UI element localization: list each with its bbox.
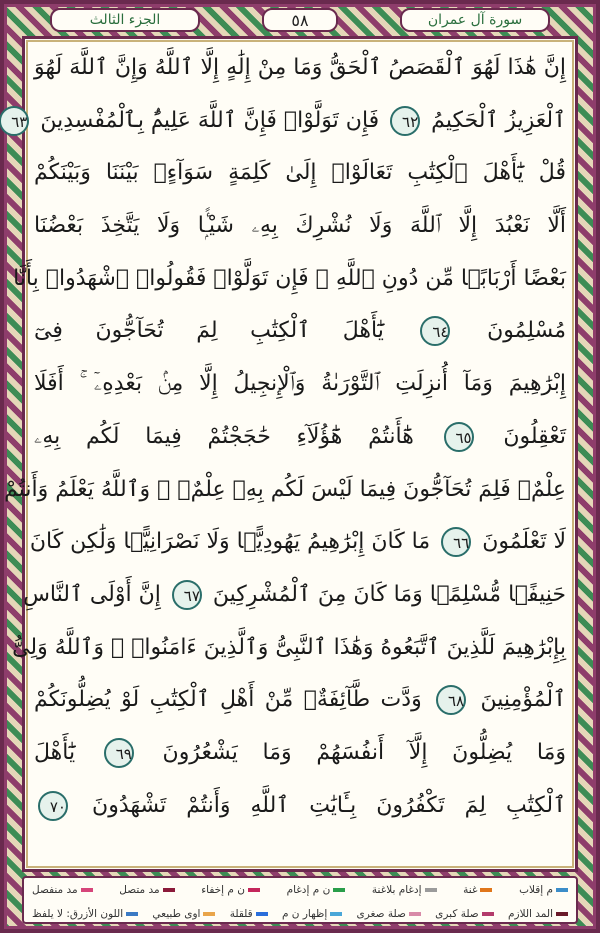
verse-text: مُسْلِمُونَ — [487, 318, 566, 344]
legend-item: إدغام بلاغنة — [372, 884, 437, 896]
verse-text: قُلْ يَٰٓأَهْلَ ٱلْكِتَٰبِ تَعَالَوْا۟ إِلَىٰ كَلِمَةٍ سَوَآءٍۭ بَيْنَنَا وَبَيْنَكُمْ — [34, 160, 566, 186]
verse-line — [34, 727, 566, 780]
verse-text: حَنِيفًۭا مُّسْلِمًۭا وَمَا كَانَ مِنَ ٱلْمُشْرِكِينَ — [212, 581, 566, 607]
verse-text: تَعْقِلُونَ — [503, 423, 566, 449]
verse-line — [34, 780, 566, 833]
verse-text: إِبْرَٰهِيمَ وَمَآ أُنزِلَتِ ٱلتَّوْرَىٰةُ وَٱلْإِنجِيلُ إِلَّا مِنۢ بَعْدِهِۦٓ ۚ أَفَلَا — [34, 371, 566, 397]
legend-item: م إقلاب — [519, 884, 568, 896]
legend-item: المد اللازم — [508, 908, 568, 920]
ayah-marker: ٦٣ — [0, 106, 29, 136]
legend-item: صلة صغرى — [357, 908, 421, 920]
legend-item: إظهار ن م — [282, 908, 342, 920]
verse-line — [12, 622, 566, 675]
ayah-marker: ٧٠ — [38, 791, 68, 821]
verse-line — [34, 147, 566, 200]
verse-text: بِإِبْرَٰهِيمَ لَلَّذِينَ ٱتَّبَعُوهُ وَهَٰذَا ٱلنَّبِىُّ وَٱلَّذِينَ ءَامَنُوا۟ ۗ وَٱللَّهُ وَلِىُّ — [12, 634, 566, 660]
legend-item: ن م إدغام — [287, 884, 346, 896]
legend-item: صلة كبرى — [435, 908, 494, 920]
ayah-marker: ٦٥ — [444, 422, 474, 452]
verse-text: ٱلْكِتَٰبِ لِمَ تَكْفُرُونَ بِـَٔايَٰتِ ٱللَّهِ وَأَنتُمْ تَشْهَدُونَ — [92, 792, 566, 818]
legend-item: اوى طبيعي — [152, 908, 215, 920]
verse-line — [34, 674, 566, 727]
verse-text: يَٰٓأَهْلَ ٱلْكِتَٰبِ لِمَ تُحَآجُّونَ فِىٓ — [34, 318, 384, 344]
juz-label: الجزء الثالث — [50, 8, 200, 32]
verse-text: ٱلْمُؤْمِنِينَ — [480, 687, 567, 713]
verse-line — [34, 358, 566, 411]
legend-row — [24, 878, 576, 902]
verse-line — [4, 464, 566, 517]
legend-item: مد متصل — [119, 884, 174, 896]
verse-text: ٱلْعَزِيزُ ٱلْحَكِيمُ — [431, 107, 566, 133]
verse-text: مَا كَانَ إِبْرَٰهِيمُ يَهُودِيًّۭا وَلَا نَصْرَانِيًّۭا وَلَٰكِن كَانَ — [29, 529, 431, 555]
ayah-marker: ٦٢ — [390, 106, 420, 136]
verse-text: يَٰٓأَهْلَ — [34, 739, 76, 765]
verse-line — [34, 200, 566, 253]
verse-line — [34, 42, 566, 95]
legend-item: ن م إخفاء — [201, 884, 260, 896]
verse-text: هَٰٓأَنتُمْ هَٰٓؤُلَآءِ حَٰجَجْتُمْ فِيمَا لَكُم بِهِۦ — [34, 423, 414, 449]
verse-line — [29, 516, 566, 569]
verse-text: فَإِن تَوَلَّوْا۟ فَإِنَّ ٱللَّهَ عَلِيمٌۢ بِٱلْمُفْسِدِينَ — [40, 107, 380, 133]
legend-item: غنة — [463, 884, 492, 896]
verse-line — [34, 411, 566, 464]
verse-text: بَعْضًا أَرْبَابًۭا مِّن دُونِ ٱللَّهِ ۚ فَإِن تَوَلَّوْا۟ فَقُولُوا۟ ٱشْهَدُوا۟ بِأَنَّا — [13, 265, 566, 291]
verse-line — [11, 95, 566, 148]
verse-line — [23, 569, 566, 622]
legend-item: مد منفصل — [32, 884, 93, 896]
verse-text: أَلَّا نَعْبُدَ إِلَّا ٱللَّهَ وَلَا نُشْرِكَ بِهِۦ شَيْـًۭٔا وَلَا يَتَّخِذَ بَعْضُنَا — [34, 213, 566, 239]
legend-item: اللون الأزرق: لا يلفظ — [32, 908, 138, 920]
legend-row — [24, 902, 576, 926]
page-number: ٥٨ — [262, 8, 338, 32]
ayah-marker: ٦٨ — [436, 685, 466, 715]
verse-line — [13, 253, 566, 306]
verse-text: وَدَّت طَّآئِفَةٌۭ مِّنْ أَهْلِ ٱلْكِتَٰبِ لَوْ يُضِلُّونَكُمْ — [34, 687, 422, 713]
verse-text: وَمَا يُضِلُّونَ إِلَّآ أَنفُسَهُمْ وَمَا يَشْعُرُونَ — [162, 739, 566, 765]
ayah-marker: ٦٤ — [420, 316, 450, 346]
ayah-marker: ٦٦ — [441, 527, 471, 557]
ayah-marker: ٦٧ — [172, 580, 202, 610]
verse-line — [34, 305, 566, 358]
verse-lines — [4, 42, 567, 832]
verse-text: عِلْمٌۭ فَلِمَ تُحَآجُّونَ فِيمَا لَيْسَ لَكُم بِهِۦ عِلْمٌۭ ۚ وَٱللَّهُ يَعْلَمُ وَأَنتُمْ — [4, 476, 566, 502]
verse-text: إِنَّ هَٰذَا لَهُوَ ٱلْقَصَصُ ٱلْحَقُّ وَمَا مِنْ إِلَٰهٍ إِلَّا ٱللَّهُ وَإِنَّ ٱللَّهَ لَهُوَ — [34, 55, 566, 80]
verse-text: إِنَّ أَوْلَى ٱلنَّاسِ — [23, 581, 161, 607]
page-header — [50, 6, 550, 34]
verse-text: لَا تَعْلَمُونَ — [482, 529, 566, 555]
ayah-marker: ٦٩ — [104, 738, 134, 768]
surah-name: سورة آل عمران — [400, 8, 550, 32]
tajweed-legend — [22, 876, 578, 924]
legend-item: قلقلة — [230, 908, 268, 920]
